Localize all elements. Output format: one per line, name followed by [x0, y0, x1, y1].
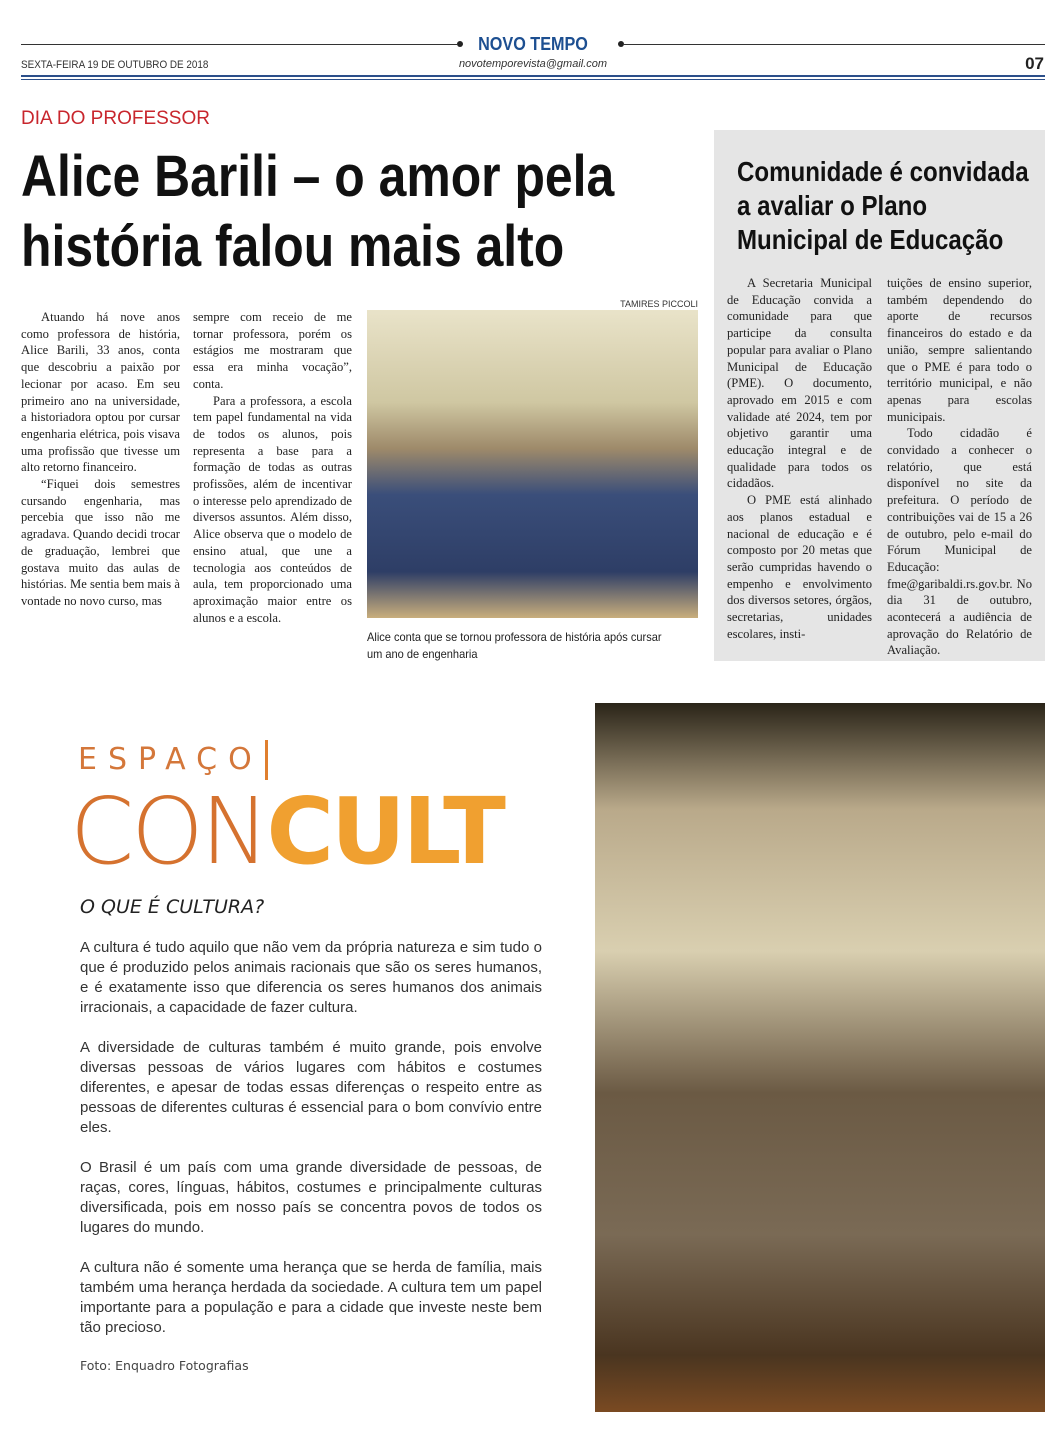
title-line: a avaliar o Plano — [737, 190, 928, 221]
title-line: Comunidade é convidada — [737, 156, 1029, 187]
header-rule-left — [21, 44, 457, 45]
concult-logo-block — [70, 740, 550, 885]
paragraph: O Brasil é um país com uma grande diversidade de pessoas, de raças, cores, línguas, hábitos, costumes e principalmente culturas diversificada, pois em nosso país se concentra povos de todos os lugares do mundo. — [80, 1159, 542, 1236]
paragraph: Atuando há nove anos como professora de história, Alice Barili, 33 anos, conta que descobriu a paixão por lecionar por acaso. Em seu primeiro ano na universidade, a historiadora optou por cursar engenharia elétrica, pois visava uma profissão que tivesse um alto retorno financeiro. — [21, 310, 180, 475]
headline-line: Alice Barili – o amor pela — [21, 144, 615, 209]
paragraph: A cultura não é somente uma herança que se herda de família, mais também uma herança herdada da sociedade. A cultura tem um papel importante para a população e para a cidade que investe neste bem tão precioso. — [80, 1259, 542, 1336]
concult-article — [80, 894, 542, 1374]
paragraph: “Fiquei dois semestres cursando engenharia, mas percebia que isso não me agradava. Quando decidi trocar de graduação, lembrei que gostava muito das aulas de histórias. Me sentia bem mais à vontade no novo curso, mas — [21, 477, 180, 608]
paragraph: O PME está alinhado aos planos estadual e nacional de educação e é composto por 20 metas que serão cumpridas havendo o empenho e envolvimento dos diversos setores, órgãos, secretarias, unidades escolares, insti- — [727, 493, 872, 641]
header-rule-blue — [21, 75, 1045, 77]
theater-photo — [595, 703, 1045, 1412]
paragraph: tuições de ensino superior, também dependendo do aporte de recursos financeiros do estado e da união, sempre salientando que o PME é para todo o território municipal, e não apenas para escolas municipais. — [887, 276, 1032, 424]
logo-con: CON — [70, 778, 267, 885]
paragraph: sempre com receio de me tornar professora, porém os estágios me mostraram que essa era minha vocação”, conta. — [193, 310, 352, 391]
sidebar-column-1 — [727, 275, 872, 642]
concult-logo — [70, 778, 550, 885]
teacher-photo — [367, 310, 698, 618]
paragraph: Para a professora, a escola tem papel fundamental na vida de todos os alunos, pois representa a base para a formação de todas as outras profissões, além de incentivar o interesse pelo aprendizado de diversos assuntos. Além disso, Alice observa que o modelo de ensino atual, que une a tecnologia aos conteúdos de aula, tem proporcionado uma aproximação maior entre os alunos e a escola. — [193, 393, 352, 625]
section-label: DIA DO PROFESSOR — [21, 108, 210, 129]
title-line: Municipal de Educação — [737, 224, 1004, 255]
sidebar-column-2 — [887, 275, 1032, 659]
paragraph: A Secretaria Municipal de Educação convida a comunidade para que participe da consulta popular para avaliar o Plano Municipal de Educação (PME). O documento, aprovado em 2015 e com validade até 2024, tem por objetivo garantir uma educação integral e de qualidade para todos os cidadãos. — [727, 276, 872, 491]
article-headline — [21, 142, 615, 282]
headline-line: história falou mais alto — [21, 214, 565, 279]
photo-caption: Alice conta que se tornou professora de história após cursar um ano de engenharia — [367, 630, 662, 661]
masthead-email: novotemporevista@gmail.com — [458, 58, 608, 70]
concult-logo-top: ESPAÇO — [78, 742, 263, 777]
header-rule-right — [624, 44, 1045, 45]
logo-divider — [265, 740, 268, 780]
concult-body — [80, 938, 542, 1338]
photo-credit: TAMIRES PICCOLI — [620, 299, 698, 309]
concult-subtitle: O QUE É CULTURA? — [80, 896, 265, 918]
paragraph: A cultura é tudo aquilo que não vem da própria natureza e sim tudo o que é produzido pelos animais racionais que são os seres humanos, e é exatamente isso que diferencia os seres humanos dos animais irracionais, a capacidade de fazer cultura. — [80, 939, 542, 1016]
paragraph: A diversidade de culturas também é muito grande, pois envolve diversas pessoas de vários lugares com hábitos e costumes diferentes, e apesar de todas essas diferenças o respeito entre as pessoas de diferentes culturas é essencial para o bom convívio entre eles. — [80, 1039, 542, 1136]
page-number: 07 — [1025, 54, 1044, 73]
issue-date: SEXTA-FEIRA 19 DE OUTUBRO DE 2018 — [21, 59, 209, 71]
masthead-brand: NOVO TEMPO — [478, 34, 588, 54]
concult-photo-credit: Foto: Enquadro Fotografias — [80, 1358, 249, 1373]
sidebar-title — [737, 155, 1029, 257]
article-column-2 — [193, 309, 352, 626]
article-column-1 — [21, 309, 180, 610]
header-rule-blue-thin — [21, 79, 1045, 80]
paragraph: Todo cidadão é convidado a conhecer o relatório, que está disponível no site da prefeitura. O período de contribuições vai de 15 a 26 de outubro, pelo e-mail do Fórum Municipal de Educação: fme@garibaldi.rs.gov.br. No dia 31 de outubro, acontecerá a audiência de aprovação do Relatório de Avaliação. — [887, 426, 1032, 658]
logo-cult: CULT — [266, 778, 503, 885]
